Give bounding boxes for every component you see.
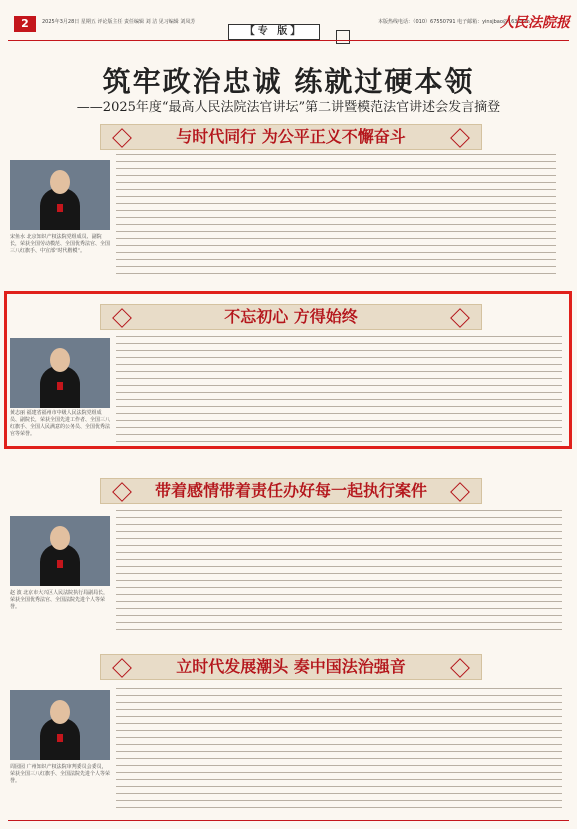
section-title-bar	[100, 304, 482, 330]
article-body	[116, 686, 562, 814]
page-number: 2	[14, 16, 36, 32]
speaker-photo	[10, 160, 110, 230]
section-title: 带着感情带着责任办好每一起执行案件	[154, 481, 427, 500]
speaker-bio: 周园园 广州知识产权法院审判委员会委员，荣获全国三八红旗手、全国法院先进个人等荣誉。	[10, 764, 111, 784]
speaker-bio: 赵 波 北京市大兴区人民法院执行局副局长，荣获全国优秀法官、全国法院先进个人等荣誉。	[10, 590, 109, 610]
speaker-bio: 黄志丽 福建省福州市中级人民法院党组成员、副院长，荣获全国先进工作者、全国三八红旗手、全国人民满意的公务员、全国优秀法官等荣誉。	[10, 410, 111, 437]
article-body	[116, 508, 562, 636]
section-label: 【专 版】	[228, 24, 320, 40]
issue-meta: 2025年3月28日 星期五 评论版主任 责任编辑 刘 洁 见习编辑 刘凤芳	[42, 19, 196, 25]
section-title: 与时代同行 为公平正义不懈奋斗	[176, 127, 406, 146]
article-body	[116, 334, 562, 444]
section-title-bar	[100, 124, 482, 150]
footer-rule	[8, 820, 569, 821]
section-title: 立时代发展潮头 奏中国法治强音	[176, 657, 406, 676]
section-title-bar	[100, 478, 482, 504]
section-title-bar	[100, 654, 482, 680]
speaker-photo	[10, 338, 110, 408]
speaker-bio: 宋鱼水 北京知识产权法院党组成员、副院长，荣获全国劳动模范、全国优秀法官、全国三八红旗手、中宣部“时代楷模”。	[10, 234, 111, 254]
hotline-info: 本版热线电话：（010）67550791 电子邮箱：yinsjbao@163.com	[378, 19, 530, 25]
speaker-photo	[10, 690, 110, 760]
emblem-icon	[336, 30, 350, 44]
masthead	[0, 0, 577, 40]
section-title: 不忘初心 方得始终	[224, 307, 358, 326]
article-body	[116, 152, 556, 280]
page-subheadline: ——2025年度“最高人民法院法官讲坛”第二讲暨模范法官讲述会发言摘登	[76, 100, 501, 115]
page-headline: 筑牢政治忠诚 练就过硬本领	[102, 65, 475, 98]
newspaper-logo: 人民法院报	[500, 15, 570, 31]
header-rule	[8, 40, 569, 41]
speaker-photo	[10, 516, 110, 586]
